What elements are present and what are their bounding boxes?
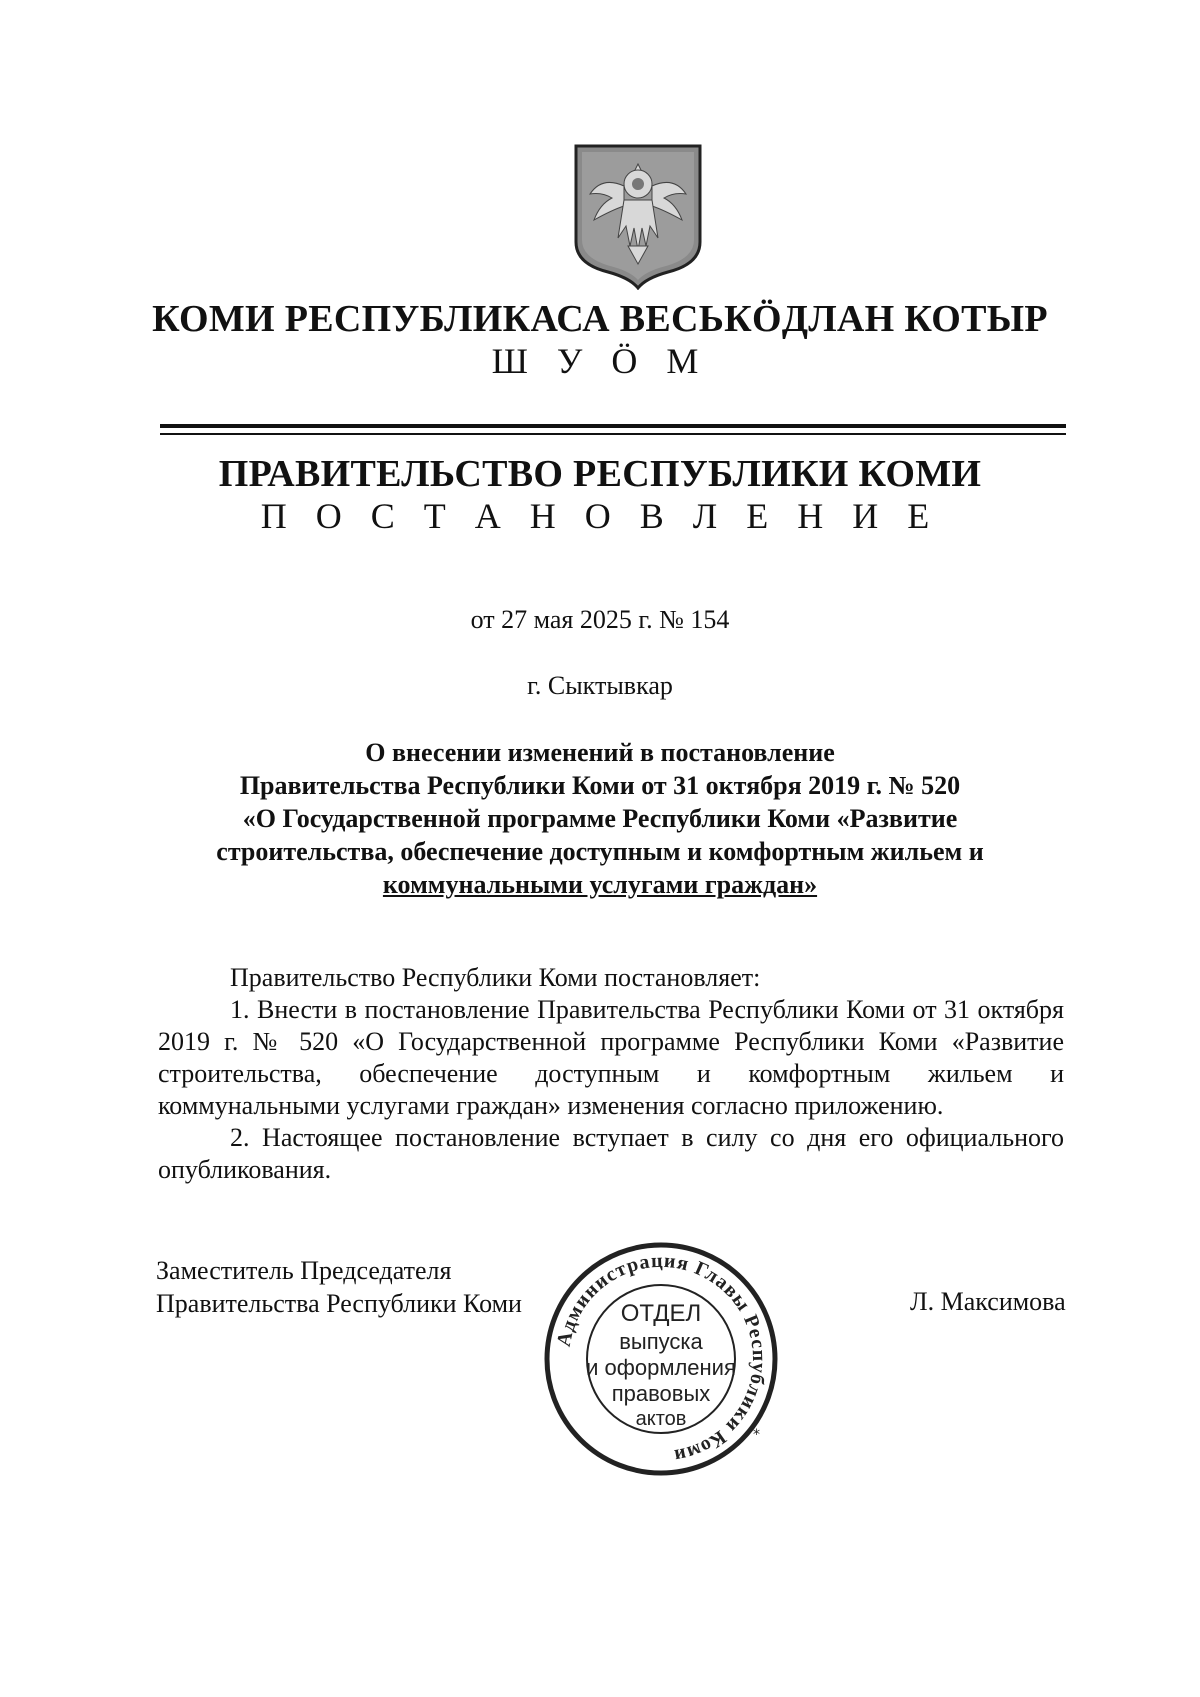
stamp-line: ОТДЕЛ — [620, 1300, 702, 1327]
subject-line: строительства, обеспечение доступным и комфортным жильем и — [216, 837, 984, 866]
resolution-body — [158, 962, 1064, 1186]
signer-position — [156, 1254, 522, 1320]
subject-line-underlined: коммунальными услугами граждан» — [382, 870, 818, 899]
signer-name: Л. Максимова — [910, 1287, 1066, 1316]
resolution-item-2: 2. Настоящее постановление вступает в силу со дня его официального опубликования. — [158, 1123, 1064, 1184]
resolution-item-1: 1. Внести в постановление Правительства Республики Коми от 31 октября 2019 г. № 520 «О Государственной программе Республики Коми «Развитие строительства, обеспечение доступным и комфортным жильем и коммунальными услугами граждан» изменения согласно приложению. — [158, 995, 1064, 1120]
stamp-line: актов — [635, 1408, 687, 1430]
stamp-ring-text: Администрация Главы Республики Коми — [552, 1249, 771, 1468]
document-type: П О С Т А Н О В Л Е Н И Е — [260, 496, 940, 536]
subject-line: «О Государственной программе Республики Коми «Развитие — [242, 804, 958, 833]
komi-government-name: КОМИ РЕСПУБЛИКАСА ВЕСЬКӦДЛАН КОТЫР — [152, 298, 1048, 340]
signer-position-line: Заместитель Председателя — [156, 1256, 452, 1285]
coat-of-arms-emblem — [572, 142, 704, 290]
official-stamp — [541, 1239, 781, 1479]
subject-title — [0, 736, 1200, 901]
header-divider-thin — [160, 433, 1066, 435]
resolution-intro: Правительство Республики Коми постановляет: — [230, 963, 761, 992]
signer-position-line: Правительства Республики Коми — [156, 1289, 522, 1318]
header-divider-thick — [160, 424, 1066, 428]
subject-line: О внесении изменений в постановление — [365, 738, 835, 767]
komi-document-type: Ш У Ӧ М — [491, 341, 709, 381]
date-and-number: от 27 мая 2025 г. № 154 — [470, 605, 730, 634]
stamp-star-icon: * — [753, 1427, 760, 1443]
stamp-line: и оформления — [586, 1355, 736, 1380]
stamp-line: выпуска — [619, 1329, 703, 1354]
city: г. Сыктывкар — [527, 671, 673, 700]
government-name: ПРАВИТЕЛЬСТВО РЕСПУБЛИКИ КОМИ — [218, 453, 982, 495]
subject-line: Правительства Республики Коми от 31 октября 2019 г. № 520 — [239, 771, 961, 800]
stamp-line: правовых — [611, 1381, 711, 1406]
